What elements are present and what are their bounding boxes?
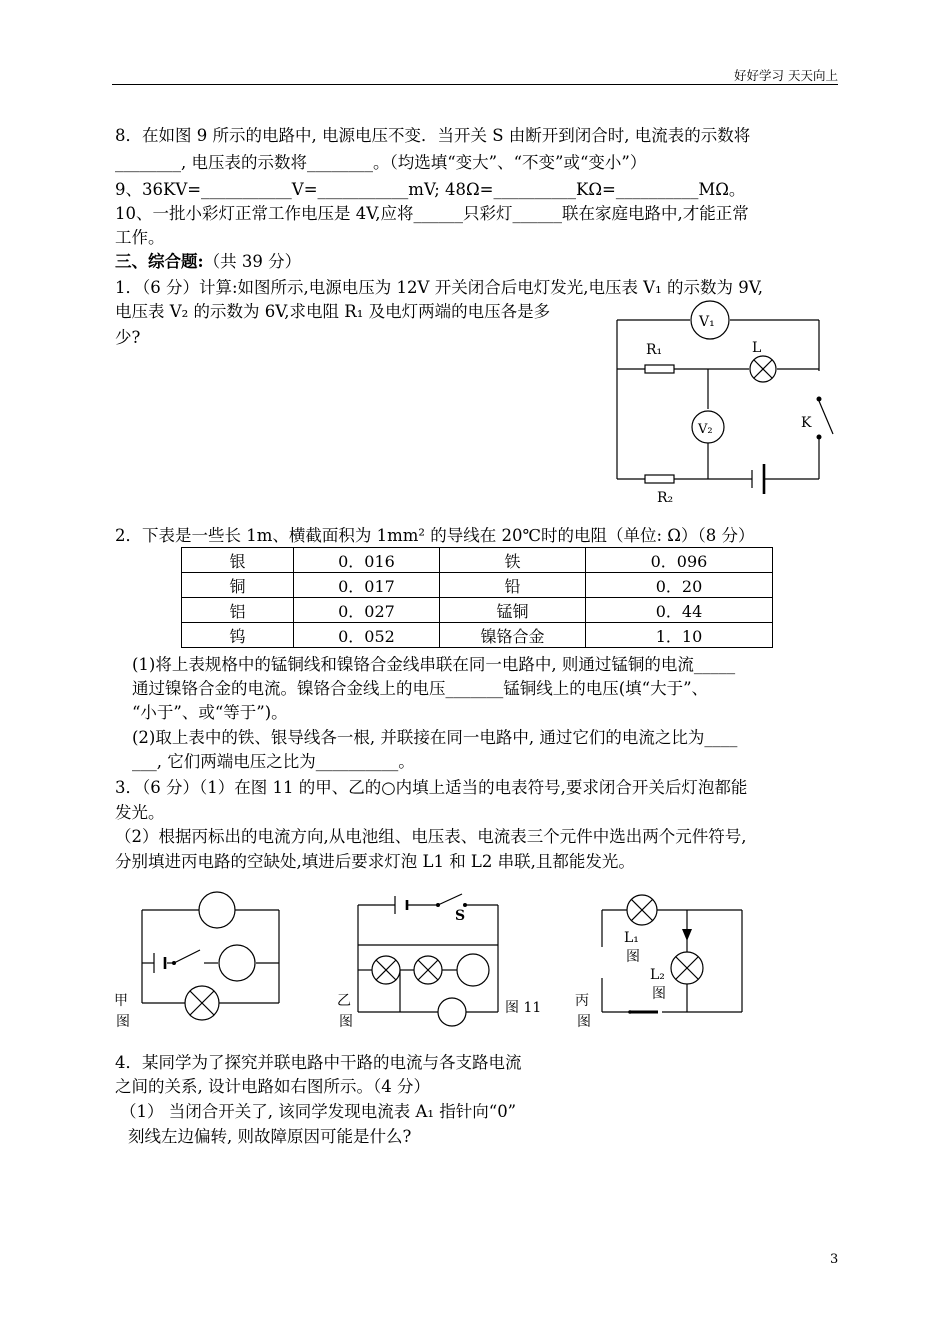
yi-tu-label: 图 [339,1014,353,1030]
table-cell: 1．10 [586,623,773,648]
circuit-yi-figure [335,885,555,1033]
p1-circuit-figure [600,296,840,508]
fig11-label: 图 11 [505,1000,542,1016]
jia-label: 甲 [114,993,128,1009]
table-cell: 银 [182,548,294,573]
table-row [182,548,773,573]
table-cell: 锰铜 [440,598,586,623]
p4-sub1-line2: 刻线左边偏转, 则故障原因可能是什么? [128,1127,412,1146]
table-row [182,573,773,598]
p1-line3: 少? [115,328,141,347]
l2-label: L₂ [650,967,665,983]
q10-line2: 工作。 [115,228,165,247]
r1-label: R₁ [646,342,663,358]
p4-line1: 4．某同学为了探究并联电路中干路的电流与各支路电流 [115,1053,522,1072]
switch-k-contact-icon [817,435,822,440]
table-cell: 0．096 [586,548,773,573]
lamp-l1-icon [627,895,657,925]
circuit-bing-figure [572,885,752,1033]
section3-note: （共 39 分） [203,252,302,271]
bing-tu-label: 图 [577,1014,591,1030]
meter-slot-circle-icon [219,945,255,981]
table-cell: 0．44 [586,598,773,623]
switch-k-pivot-icon [817,397,822,402]
q10-line1: 10、一批小彩灯正常工作电压是 4V,应将______只彩灯______联在家庭电路中,才能正常 [115,204,749,223]
terminal-dot-icon [628,1010,632,1014]
switch-s-label: S [455,908,466,924]
resistor-r1-icon [645,365,674,373]
p4-sub1-line1: （1） 当闭合开关了, 该同学发现电流表 A₁ 指针向“0” [120,1102,517,1121]
resistance-table [181,547,773,648]
p3-line1: 3．（6 分）（1）在图 11 的甲、乙的○内填上适当的电表符号,要求闭合开关后灯泡都能 [115,778,748,797]
circuit-jia-figure [112,885,292,1033]
p2-s1-line2: 通过镍铬合金的电流。镍铬合金线上的电压_______锰铜线上的电压(填“大于”、 [132,679,709,698]
table-cell: 铁 [440,548,586,573]
page-header: 好好学习 天天向上 [734,68,838,83]
table-cell: 铝 [182,598,294,623]
q8-line1: 8．在如图 9 所示的电路中, 电源电压不变．当开关 S 由断开到闭合时, 电流表的示数将 [115,126,751,145]
battery-icon [154,953,165,973]
p3-line4: 分别填进丙电路的空缺处,填进后要求灯泡 L1 和 L2 串联,且都能发光。 [115,852,635,871]
table-cell: 铅 [440,573,586,598]
current-arrow-icon [682,929,692,941]
yi-label: 乙 [337,993,351,1009]
p4-line2: 之间的关系, 设计电路如右图所示。（4 分） [115,1077,430,1096]
battery-icon [752,464,764,494]
jia-tu-label: 图 [116,1014,130,1030]
table-row [182,623,773,648]
resistor-r2-icon [645,475,674,483]
l2-tu-label: 图 [652,986,666,1002]
p2-s2-line1: (2)取上表中的铁、银导线各一根, 并联接在同一电路中, 通过它们的电流之比为____ [132,728,738,747]
p1-line1: 1．（6 分）计算:如图所示,电源电压为 12V 开关闭合后电灯发光,电压表 V₁ 的示数为 9V, [115,278,763,297]
bing-label: 丙 [575,993,589,1009]
p2-intro: 2．下表是一些长 1m、横截面积为 1mm² 的导线在 20℃时的电阻（单位: Ω）（8 分） [115,526,755,545]
lamp-icon [372,956,400,984]
section3-title: 三、综合题: [115,252,204,271]
meter-slot-circle-icon [457,954,489,986]
lamp-icon [414,956,442,984]
lamp-l2-icon [671,952,703,984]
table-cell: 0．052 [294,623,440,648]
lamp-label: L [752,340,762,356]
r2-label: R₂ [657,490,674,506]
q8-line2: ________, 电压表的示数将________。（均选填“变大”、“不变”或“变小”） [115,153,647,172]
table-cell: 镍铬合金 [440,623,586,648]
p1-line2: 电压表 V₂ 的示数为 6V,求电阻 R₁ 及电灯两端的电压各是多 [115,302,551,321]
table-cell: 0．20 [586,573,773,598]
header-rule [112,84,838,85]
p2-s2-line2: ___, 它们两端电压之比为__________。 [132,752,415,771]
table-cell: 0．017 [294,573,440,598]
l1-label: L₁ [624,930,639,946]
switch-pivot-icon [436,903,440,907]
q9-line: 9、36KV=___________V=___________mV; 48Ω=__________KΩ=__________MΩ。 [115,180,746,199]
meter-slot-circle-icon [438,998,466,1026]
p2-s1-line1: (1)将上表规格中的锰铜线和镍铬合金线串联在同一电路中, 则通过锰铜的电流_____ [132,655,736,674]
meter-slot-circle-icon [199,892,235,928]
l1-tu-label: 图 [626,949,640,965]
table-cell: 铜 [182,573,294,598]
switch-contact-icon [463,903,467,907]
switch-pivot-icon [172,961,176,965]
lamp-icon [185,986,219,1020]
v2-label: V₂ [698,422,713,437]
battery-icon [395,896,407,914]
v1-label: V₁ [699,314,715,330]
switch-label: K [801,415,812,431]
p3-line3: （2）根据丙标出的电流方向,从电池组、电压表、电流表三个元件中选出两个元件符号, [115,827,747,846]
table-row [182,598,773,623]
section3-heading [115,250,301,274]
p2-s1-line3: “小于”、或“等于”)。 [132,703,288,722]
page-number: 3 [830,1252,839,1267]
table-cell: 钨 [182,623,294,648]
table-cell: 0．027 [294,598,440,623]
lamp-l-icon [750,356,776,382]
table-cell: 0．016 [294,548,440,573]
p3-line2: 发光。 [115,803,165,822]
